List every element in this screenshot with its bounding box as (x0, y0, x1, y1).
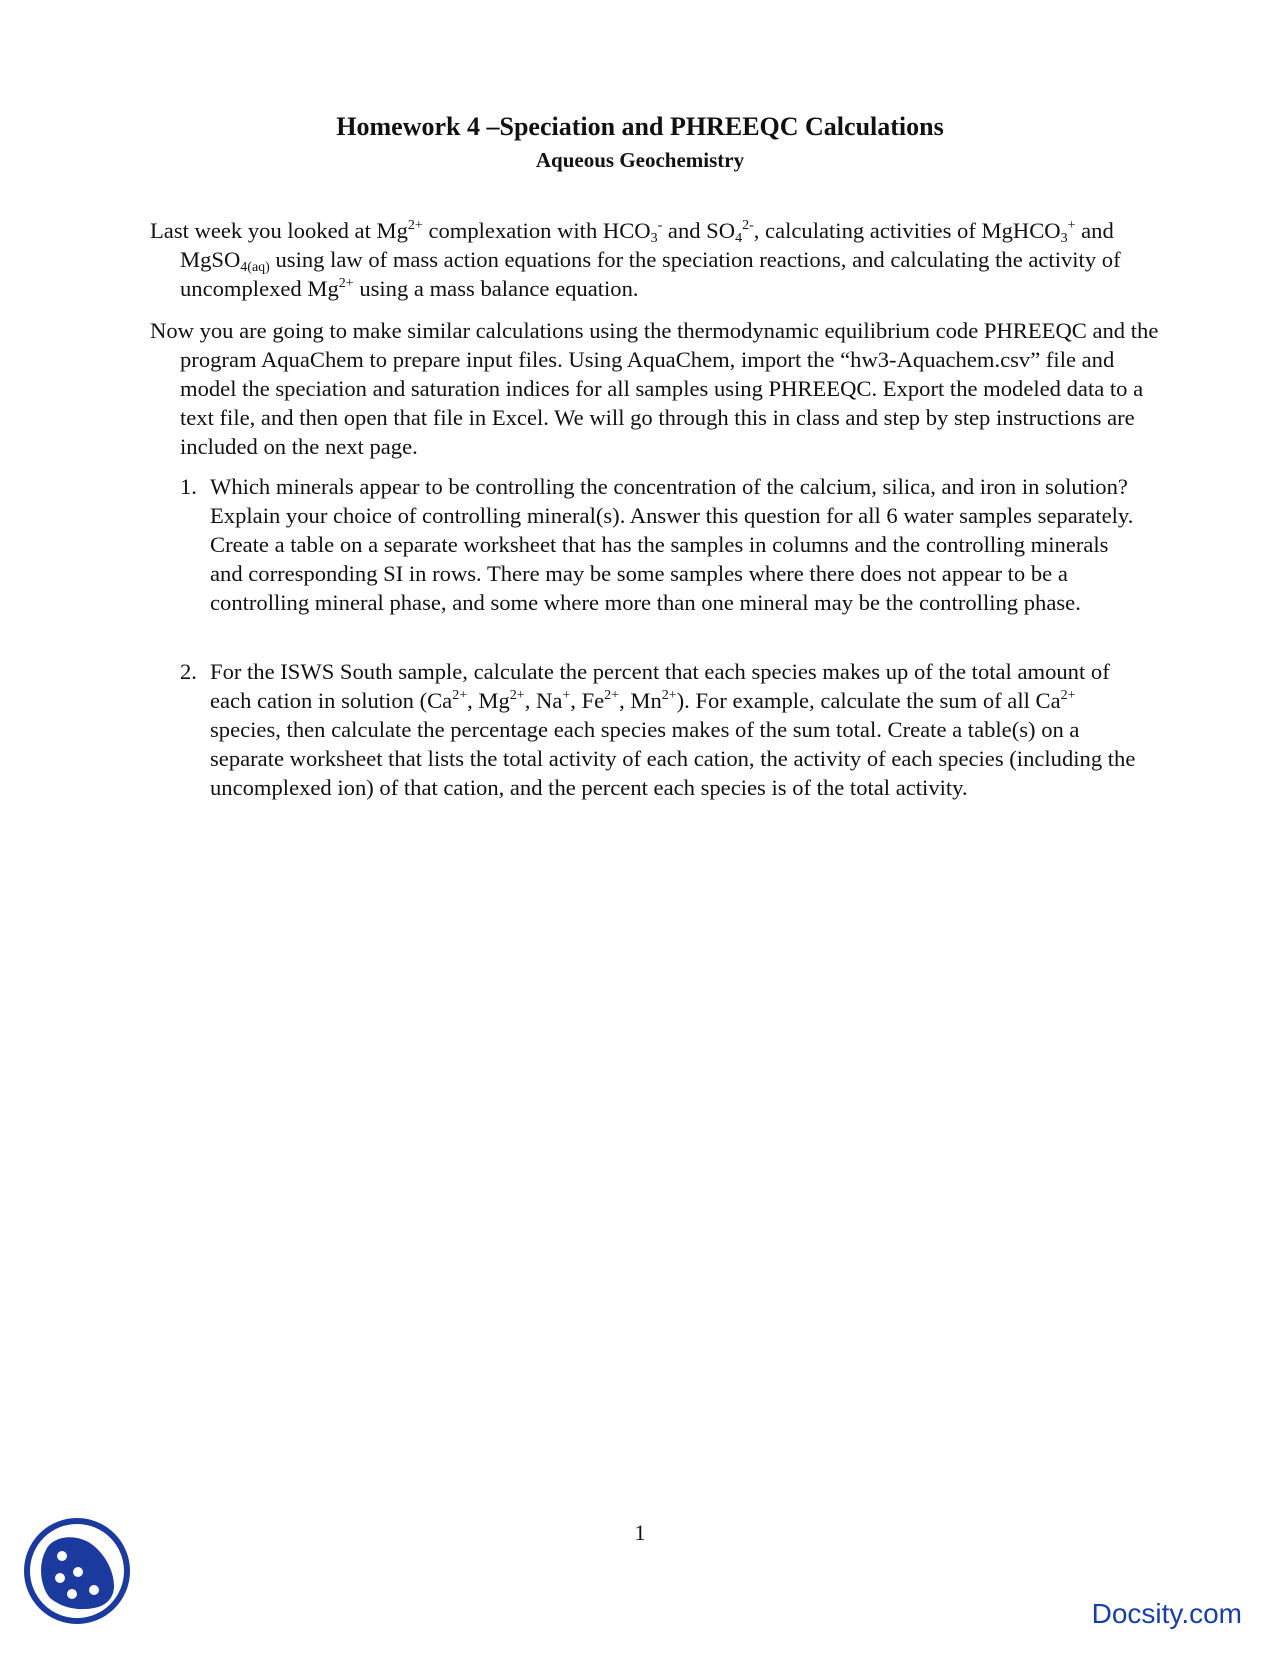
instructions-paragraph: Now you are going to make similar calculations using the thermodynamic equilibrium code PHREEQC and the program AquaChem to prepare input files. Using AquaChem, import the “hw3-Aquachem.csv” file and model the speciation and saturation indices for all samples using PHREEQC. Export the modeled data to a text file, and then open that file in Excel. We will go through this in class and step by step instructions are included on the next page. (150, 318, 1159, 459)
question-1-number: 1. (180, 474, 197, 499)
question-2 (180, 657, 1140, 802)
question-2-text: For the ISWS South sample, calculate the percent that each species makes up of the total amount of each cation in solution ($Ca^{2+}$, $Mg^{2+}$, Na+, $Fe^{2+}$, $Mn^{2+}$). For example, calculate the sum of all $Ca^{2+}$ species, then calculate the percentage each species makes of the sum total. Create a table(s) on a separate worksheet that lists the total activity of each cation, the activity of each species (including the uncomplexed ion) of that cation, and the percent each species is of the total activity. (210, 659, 1136, 800)
question-1 (180, 472, 1140, 617)
question-2-number: 2. (180, 659, 197, 684)
docsity-logo-icon[interactable] (22, 1516, 132, 1626)
question-list-continued (180, 657, 1140, 802)
question-1-text: Which minerals appear to be controlling the concentration of the calcium, silica, and iron in solution? Explain your choice of controlling mineral(s). Answer this question for all 6 water samples separately. Create a table on a separate worksheet that has the samples in columns and the controlling minerals and corresponding SI in rows. There may be some samples where there does not appear to be a controlling mineral phase, and some where more than one mineral may be the controlling phase. (210, 474, 1134, 615)
intro-paragraph: Last week you looked at $Mg^{2+}$ complexation with $HCO_3^-$ and $SO_4^{2-}$, calculating activities of MgHCO$_3$+ and MgSO$_{4(aq)}$ using law of mass action equations for the speciation reactions, and calculating the activity of uncomplexed $Mg^{2+}$ using a mass balance equation. (150, 218, 1121, 301)
docsity-brand-link[interactable]: Docsity.com (1091, 1598, 1242, 1629)
page-number: 1 (634, 1520, 646, 1545)
question-list (180, 472, 1140, 617)
document-subtitle: Aqueous Geochemistry (535, 148, 745, 172)
document-title: Homework 4 –Speciation and PHREEQC Calculations (336, 112, 944, 141)
